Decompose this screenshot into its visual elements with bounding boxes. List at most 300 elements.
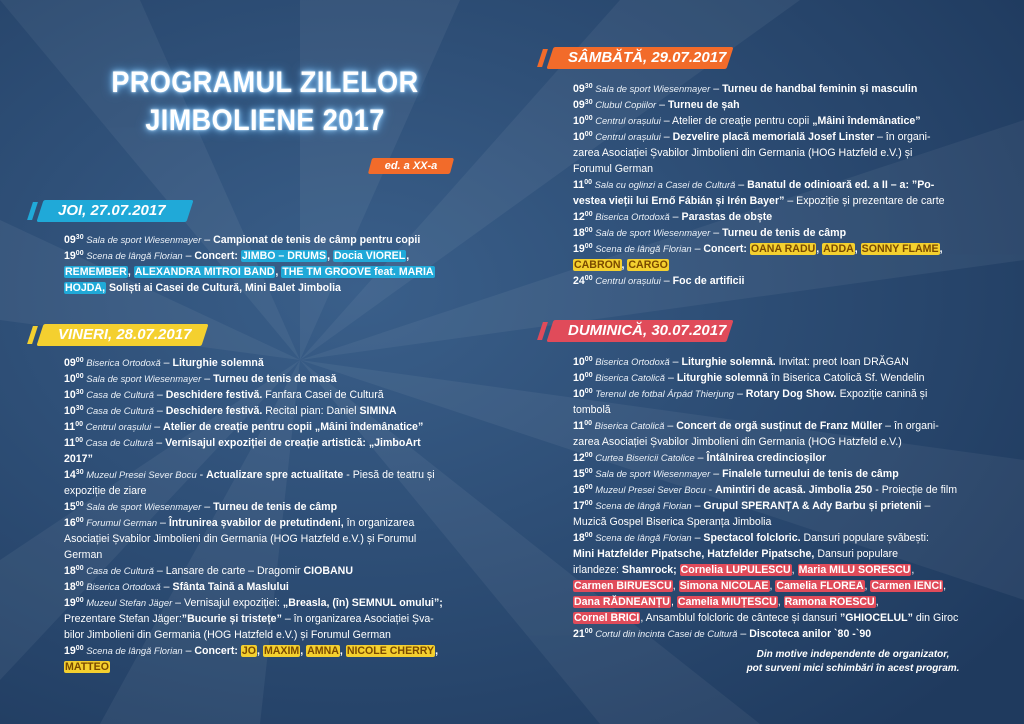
event-text: Muzică Gospel Biserica Speranța Jimbolia xyxy=(573,516,772,528)
event-text: zarea Asociației Șvabilor Jimbolieni din Germania (HOG Hatzfeld e.V.) și xyxy=(573,147,913,159)
event-text: , xyxy=(670,596,677,608)
event-time-hour: 14 xyxy=(64,469,76,481)
event-time-hour: 09 xyxy=(573,83,585,95)
event-text: – xyxy=(665,372,677,384)
event-text: – în organi- xyxy=(874,131,931,143)
day-banner-joi xyxy=(40,200,190,222)
schedule-line xyxy=(573,129,993,145)
event-time-minute: 30 xyxy=(75,469,84,476)
event-text: – xyxy=(921,500,931,512)
day-banner-sambata xyxy=(550,47,730,69)
event-title: ”Bucurie și tristețe” xyxy=(181,613,282,625)
event-time-minute: 00 xyxy=(584,420,592,427)
event-text: zarea Asociației Șvabilor Jimbolieni din Germania (HOG Hatzfeld e.V.) xyxy=(573,436,902,448)
event-title: Turneu de șah xyxy=(667,99,740,111)
event-time xyxy=(64,405,84,417)
event-time-minute: 00 xyxy=(584,388,593,395)
schedule-line xyxy=(64,563,474,579)
event-title: Liturghie solemnă xyxy=(172,357,264,369)
schedule-duminica xyxy=(573,354,993,642)
event-venue: Centrul orașului xyxy=(592,115,661,126)
artist-highlight: AMNA xyxy=(307,645,339,657)
schedule-line xyxy=(573,81,993,97)
day-banner-vineri xyxy=(40,324,205,346)
event-time-hour: 18 xyxy=(64,565,76,577)
event-title: Campionat de tenis de câmp pentru copii xyxy=(213,234,421,246)
event-text: – Lansare de carte – Dragomir xyxy=(153,565,304,577)
event-title: 2017” xyxy=(64,453,93,465)
event-time xyxy=(573,484,593,496)
event-venue: Sala de sport Wiesenmayer xyxy=(83,501,202,512)
event-text: , Ansamblul folcloric de cântece și dansuri xyxy=(640,612,840,624)
event-venue: Sala de sport Wiesenmayer xyxy=(83,373,202,384)
event-text: – xyxy=(201,234,214,246)
schedule-line xyxy=(573,594,993,610)
event-text: - xyxy=(196,469,207,481)
day-banner-duminica xyxy=(550,320,730,342)
event-time-minute: 00 xyxy=(584,468,593,475)
performer-highlight: Maria MILU SORESCU xyxy=(798,564,911,576)
event-venue: Biserica Ortodoxă xyxy=(592,211,670,222)
schedule-line xyxy=(573,161,993,177)
event-time xyxy=(64,421,83,433)
schedule-line xyxy=(573,370,993,386)
event-text: – xyxy=(710,83,723,95)
event-text: , xyxy=(875,596,879,608)
event-time xyxy=(64,565,84,577)
schedule-line xyxy=(64,483,474,499)
event-venue: Sala de sport Wiesenmayer xyxy=(592,83,711,94)
schedule-line xyxy=(573,578,993,594)
schedule-line xyxy=(573,498,993,514)
day-heading-duminica: DUMINICĂ, 30.07.2017 xyxy=(568,322,727,339)
event-time-minute: 00 xyxy=(75,597,84,604)
schedule-line xyxy=(573,418,993,434)
event-time xyxy=(573,372,593,384)
event-title: , xyxy=(327,250,333,262)
event-time-hour: 10 xyxy=(573,388,585,400)
event-time-hour: 10 xyxy=(573,356,585,368)
artist-highlight: THE TM GROOVE feat. MARIA xyxy=(282,266,434,278)
event-time xyxy=(573,628,593,640)
schedule-line xyxy=(573,113,993,129)
footer-note xyxy=(728,648,978,676)
event-title: Turneu de tenis de câmp xyxy=(722,227,847,239)
event-time-hour: 10 xyxy=(573,115,585,127)
event-time-hour: 18 xyxy=(64,581,76,593)
event-title: , xyxy=(621,259,628,271)
event-time-minute: 00 xyxy=(75,501,84,508)
event-time-minute: 00 xyxy=(584,243,593,250)
event-text: irlandeze: xyxy=(573,564,622,576)
event-venue: Muzeul Presei Sever Bocu xyxy=(592,484,706,495)
event-text: – Expoziție și prezentare de carte xyxy=(784,195,945,207)
event-title: Foc de artificii xyxy=(672,275,745,287)
event-venue: Biserica Ortodoxă xyxy=(83,357,161,368)
event-text: – xyxy=(660,131,673,143)
event-time-minute: 30 xyxy=(584,83,593,90)
event-text: – xyxy=(710,468,723,480)
event-time xyxy=(64,437,83,449)
event-time xyxy=(64,357,84,369)
event-time-hour: 09 xyxy=(64,357,76,369)
schedule-line xyxy=(573,514,993,530)
performer-highlight: Ramona ROESCU xyxy=(784,596,875,608)
event-title: „Mâini îndemânatice” xyxy=(812,115,921,127)
event-venue: Biserica Ortodoxă xyxy=(592,356,670,367)
footer-note-line-1: Din motive independente de organizator, xyxy=(756,649,950,660)
event-time-hour: 24 xyxy=(573,275,585,287)
event-time-minute: 00 xyxy=(584,227,593,234)
artist-highlight: HOJDA, xyxy=(65,282,106,294)
event-time-hour: 11 xyxy=(64,421,76,433)
artist-highlight: OANA RADU xyxy=(750,243,816,255)
event-time-hour: 11 xyxy=(64,437,76,449)
schedule-vineri xyxy=(64,355,474,675)
event-title: , xyxy=(127,266,134,278)
artist-highlight: ALEXANDRA MITROI BAND xyxy=(134,266,275,278)
artist-highlight: CARGO xyxy=(628,259,668,271)
event-text: – în organizarea Asociației Șva- xyxy=(281,613,434,625)
event-time-minute: 00 xyxy=(75,581,84,588)
event-time-minute: 00 xyxy=(584,131,593,138)
event-time-hour: 12 xyxy=(573,452,585,464)
event-text: – Atelier de creație pentru copii xyxy=(660,115,813,127)
schedule-line xyxy=(64,515,474,531)
event-title: Spectacol folcloric. xyxy=(703,532,801,544)
performer-highlight: Carmen BIRUESCU xyxy=(574,580,672,592)
performer-highlight: Simona NICOLAE xyxy=(679,580,769,592)
event-text: – xyxy=(182,645,195,657)
event-text: – xyxy=(656,99,668,111)
event-time-minute: 00 xyxy=(75,517,84,524)
event-title: Concert: xyxy=(194,645,241,657)
event-venue: Scena de lângă Florian xyxy=(592,532,692,543)
schedule-line xyxy=(64,579,474,595)
schedule-line xyxy=(573,145,993,161)
event-text: – xyxy=(660,275,673,287)
event-text: , xyxy=(911,564,915,576)
artist-highlight: ADDA xyxy=(823,243,854,255)
event-text: , xyxy=(672,580,679,592)
schedule-line xyxy=(573,354,993,370)
event-title: Actualizare spre actualitate xyxy=(206,469,344,481)
event-text: – xyxy=(691,532,704,544)
schedule-line xyxy=(573,209,993,225)
event-title: Concert de orgă susținut de Franz Müller xyxy=(676,420,883,432)
event-text: Asociației Șvabilor Jimbolieni din Germania (HOG Hatzfeld e.V.) și Forumul xyxy=(64,533,417,545)
event-title: Parastas de obște xyxy=(681,211,773,223)
event-venue: Casa de Cultură xyxy=(83,389,154,400)
event-time xyxy=(573,500,593,512)
event-title: Concert: xyxy=(703,243,750,255)
event-title: , xyxy=(406,250,410,262)
event-venue: Scena de lângă Florian xyxy=(83,645,183,656)
event-text: Dansuri populare șvăbești: xyxy=(800,532,929,544)
day-heading-sambata: SÂMBĂTĂ, 29.07.2017 xyxy=(568,49,727,66)
event-venue: Centrul orașului xyxy=(83,421,152,432)
event-time-hour: 10 xyxy=(573,372,585,384)
event-text: - Proiecție de film xyxy=(872,484,958,496)
schedule-line xyxy=(64,531,474,547)
event-title: , xyxy=(339,645,346,657)
event-title: Turneu de handbal feminin și masculin xyxy=(722,83,918,95)
event-time-hour: 17 xyxy=(573,500,585,512)
schedule-line xyxy=(64,595,474,611)
event-time-minute: 00 xyxy=(584,532,593,539)
event-text: Invitat: preot Ioan DRĂGAN xyxy=(775,356,909,368)
event-title: Banatul de odinioară ed. a II – a: ”Po- xyxy=(747,179,935,191)
event-title: , xyxy=(939,243,943,255)
event-time-hour: 09 xyxy=(573,99,585,111)
schedule-line xyxy=(573,257,993,273)
event-text: – xyxy=(153,437,166,449)
event-time xyxy=(64,373,84,385)
event-time xyxy=(573,83,593,95)
event-text: – xyxy=(160,357,173,369)
event-text: – xyxy=(737,628,750,640)
event-venue: Biserica Catolică xyxy=(592,372,666,383)
schedule-line xyxy=(64,643,474,659)
event-text: – xyxy=(201,373,214,385)
event-venue: Sala de sport Wiesenmayer xyxy=(592,468,711,479)
schedule-line xyxy=(64,387,474,403)
event-time-hour: 11 xyxy=(573,179,585,191)
event-time-hour: 10 xyxy=(64,373,76,385)
edition-label: ed. a XX-a xyxy=(384,160,438,172)
event-venue: Cortul din incinta Casei de Cultură xyxy=(592,628,738,639)
event-title: , xyxy=(257,645,263,657)
event-time-minute: 00 xyxy=(584,275,593,282)
event-title: , xyxy=(435,645,439,657)
title-line-2: JIMBOLIENE 2017 xyxy=(145,104,385,137)
event-text: – Vernisajul expoziției: xyxy=(172,597,283,609)
event-title: Liturghie solemnă xyxy=(676,372,769,384)
event-venue: Casa de Cultură xyxy=(83,405,154,416)
event-text: – xyxy=(157,517,169,529)
schedule-line xyxy=(64,419,474,435)
event-time-minute: 00 xyxy=(584,452,593,459)
schedule-line xyxy=(573,450,993,466)
event-time-minute: 30 xyxy=(75,389,84,396)
event-time-minute: 30 xyxy=(75,405,84,412)
event-time xyxy=(573,532,593,544)
performer-highlight: Carmen IENCI xyxy=(871,580,943,592)
artist-highlight: CABRON xyxy=(574,259,621,271)
event-time-hour: 15 xyxy=(64,501,76,513)
event-text: din Giroc xyxy=(912,612,959,624)
schedule-line xyxy=(573,610,993,626)
event-time xyxy=(573,420,592,432)
event-time xyxy=(573,179,592,191)
event-time-hour: 09 xyxy=(64,234,76,246)
event-time-hour: 16 xyxy=(64,517,76,529)
event-time-minute: 00 xyxy=(584,628,593,635)
event-time xyxy=(573,99,593,111)
schedule-line xyxy=(64,355,474,371)
event-venue: Biserica Catolică xyxy=(592,420,665,431)
event-time xyxy=(573,275,593,287)
event-text: Fanfara Casei de Cultură xyxy=(262,389,384,401)
event-time-minute: 00 xyxy=(75,357,84,364)
event-time-minute: 00 xyxy=(75,645,84,652)
schedule-line xyxy=(573,193,993,209)
event-text: – xyxy=(160,581,173,593)
event-time-minute: 00 xyxy=(75,565,84,572)
event-text: – xyxy=(201,501,214,513)
schedule-line xyxy=(64,499,474,515)
event-text: – xyxy=(669,211,682,223)
event-venue: Centrul orașului xyxy=(592,131,661,142)
event-venue: Biserica Ortodoxă xyxy=(83,581,161,592)
event-title: Soliști ai Casei de Cultură, Mini Balet Jimbolia xyxy=(106,282,341,294)
event-title: Dezvelire placă memorială Josef Linster xyxy=(672,131,875,143)
event-text: tombolă xyxy=(573,404,611,416)
event-title: SIMINA xyxy=(359,405,397,417)
event-time-hour: 10 xyxy=(573,131,585,143)
schedule-line xyxy=(573,466,993,482)
event-venue: Muzeul Presei Sever Bocu xyxy=(83,469,197,480)
event-text: – xyxy=(694,452,707,464)
event-title: , xyxy=(816,243,823,255)
event-time-minute: 00 xyxy=(584,500,593,507)
schedule-line xyxy=(64,451,474,467)
event-text: , xyxy=(791,564,798,576)
event-title: ”GHIOCELUL” xyxy=(839,612,913,624)
event-title: Sfânta Taină a Maslului xyxy=(172,581,289,593)
event-time-minute: 30 xyxy=(584,99,593,106)
event-text: Prezentare Stefan Jäger: xyxy=(64,613,182,625)
schedule-line xyxy=(573,626,993,642)
performer-highlight: Cornel BRICI xyxy=(574,612,640,624)
schedule-line xyxy=(64,264,464,280)
schedule-line xyxy=(573,241,993,257)
event-time-hour: 11 xyxy=(573,420,585,432)
event-time-hour: 10 xyxy=(64,405,76,417)
event-title: Mini Hatzfelder Pipatsche, Hatzfelder Pipatsche, xyxy=(573,548,815,560)
event-text: – xyxy=(735,179,748,191)
event-text: Expoziție canină și xyxy=(836,388,928,400)
schedule-line xyxy=(573,97,993,113)
schedule-line xyxy=(64,371,474,387)
event-title: Discoteca anilor `80 -`90 xyxy=(749,628,872,640)
event-venue: Terenul de fotbal Árpád Thierjung xyxy=(592,388,735,399)
event-text: , xyxy=(769,580,776,592)
event-title: CIOBANU xyxy=(303,565,353,577)
schedule-joi xyxy=(64,232,464,296)
event-venue: Centrul orașului xyxy=(592,275,661,286)
performer-highlight: Camelia FLOREA xyxy=(776,580,864,592)
artist-highlight: SONNY FLAME xyxy=(861,243,939,255)
event-time-hour: 19 xyxy=(64,597,76,609)
event-text: în Biserica Catolică Sf. Wendelin xyxy=(768,372,925,384)
page-title xyxy=(108,64,423,140)
event-text: expoziție de ziare xyxy=(64,485,147,497)
event-text: – în organi- xyxy=(882,420,939,432)
event-title: Vernisajul expoziției de creație artistică: „JimboArt xyxy=(165,437,421,449)
event-time xyxy=(573,227,593,239)
schedule-line xyxy=(64,280,464,296)
event-venue: Curtea Bisericii Catolice xyxy=(592,452,695,463)
event-title: Shamrock; xyxy=(621,564,680,576)
event-time-minute: 00 xyxy=(584,179,592,186)
event-time-hour: 18 xyxy=(573,227,585,239)
event-text: – xyxy=(153,389,166,401)
event-time xyxy=(64,597,84,609)
event-time-minute: 30 xyxy=(75,234,84,241)
event-text: – xyxy=(734,388,746,400)
schedule-line xyxy=(573,225,993,241)
event-title: Atelier de creație pentru copii „Mâini îndemânatice” xyxy=(163,421,424,433)
event-title: Deschidere festivă. xyxy=(165,389,263,401)
schedule-line xyxy=(573,434,993,450)
artist-highlight: REMEMBER xyxy=(65,266,127,278)
event-title: Amintiri de acasă. Jimbolia 250 xyxy=(715,484,873,496)
event-text: Dansuri populare xyxy=(814,548,898,560)
event-title: Finalele turneului de tenis de câmp xyxy=(722,468,899,480)
event-text: Recital pian: Daniel xyxy=(262,405,360,417)
event-time xyxy=(573,388,593,400)
event-title: Deschidere festivă. xyxy=(165,405,263,417)
event-time-minute: 00 xyxy=(584,211,593,218)
artist-highlight: MATTEO xyxy=(65,661,109,673)
event-time xyxy=(64,581,84,593)
event-time-hour: 15 xyxy=(573,468,585,480)
event-time-hour: 10 xyxy=(64,389,76,401)
schedule-line xyxy=(64,435,474,451)
event-title: Turneu de tenis de masă xyxy=(213,373,337,385)
event-venue: Sala cu oglinzi a Casei de Cultură xyxy=(592,179,736,190)
artist-highlight: MAXIM xyxy=(263,645,300,657)
event-time-minute: 00 xyxy=(584,115,593,122)
edition-badge xyxy=(368,158,454,174)
schedule-line xyxy=(573,530,993,546)
performer-highlight: Dana RĂDNEANȚU xyxy=(574,596,670,608)
artist-highlight: NICOLE CHERRY xyxy=(346,645,435,657)
event-title: , xyxy=(854,243,861,255)
event-venue: Clubul Copiilor xyxy=(592,99,657,110)
event-text: , xyxy=(777,596,784,608)
event-text: Forumul German xyxy=(573,163,654,175)
event-venue: Scena de lângă Florian xyxy=(592,243,692,254)
event-venue: Forumul German xyxy=(83,517,158,528)
schedule-line xyxy=(64,627,474,643)
event-venue: Sala de sport Wiesenmayer xyxy=(592,227,711,238)
event-text: German xyxy=(64,549,103,561)
footer-note-line-2: pot surveni mici schimbări în acest program. xyxy=(746,663,960,674)
event-title: Turneu de tenis de câmp xyxy=(213,501,338,513)
event-time-hour: 19 xyxy=(64,250,76,262)
schedule-line xyxy=(64,467,474,483)
event-text: – xyxy=(182,250,195,262)
event-time xyxy=(573,211,593,223)
performer-highlight: Cornelia LUPULESCU xyxy=(680,564,791,576)
event-time-minute: 00 xyxy=(75,421,83,428)
event-title: Concert: xyxy=(194,250,241,262)
event-venue: Scena de lângă Florian xyxy=(592,500,692,511)
event-time-minute: 00 xyxy=(584,372,593,379)
event-venue: Sala de sport Wiesenmayer xyxy=(83,234,202,245)
event-time xyxy=(64,645,84,657)
event-title: Liturghie solemnă. xyxy=(681,356,776,368)
event-text: , xyxy=(943,580,947,592)
event-time-hour: 19 xyxy=(573,243,585,255)
schedule-line xyxy=(64,248,464,264)
event-venue: Casa de Cultură xyxy=(83,437,154,448)
event-time xyxy=(573,131,593,143)
schedule-line xyxy=(573,386,993,402)
event-time-minute: 00 xyxy=(75,250,84,257)
